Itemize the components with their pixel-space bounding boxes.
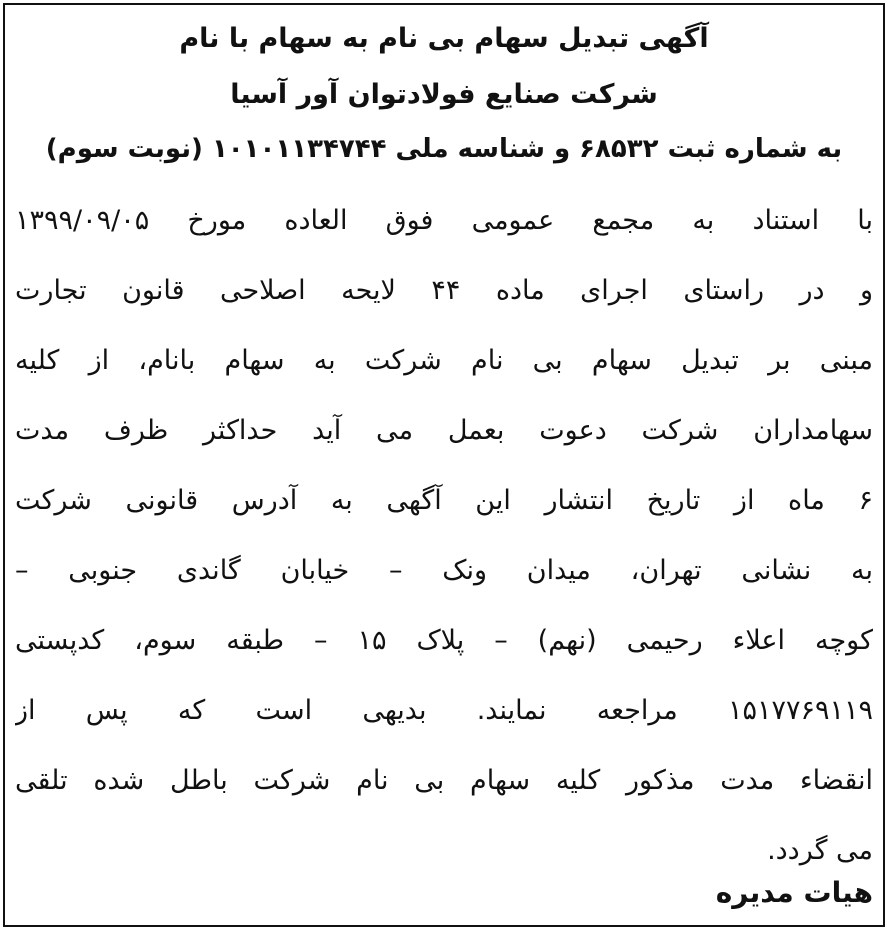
body-line: می گردد. (767, 835, 873, 866)
body-line: با استناد به مجمع عمومی فوق العاده مورخ ۱۳۹۹/۰۹/۰۵ (15, 205, 873, 236)
body-line: انقضاء مدت مذکور کلیه سهام بی نام شرکت باطل شده تلقی (15, 765, 873, 796)
registration-info: به شماره ثبت ۶۸۵۳۲ و شناسه ملی ۱۰۱۰۱۱۳۴۷۴۴ (نوبت سوم) (45, 134, 843, 164)
body-line: سهامداران شرکت دعوت بعمل می آید حداکثر ظرف مدت (15, 415, 873, 446)
body-line: مبنی بر تبدیل سهام بی نام شرکت به سهام بانام، از کلیه (15, 345, 873, 376)
body-line: به نشانی تهران، میدان ونک – خیابان گاندی جنوبی – (15, 555, 873, 586)
body-line: ۶ ماه از تاریخ انتشار این آگهی به آدرس قانونی شرکت (15, 485, 873, 516)
notice-body (15, 201, 873, 901)
signature: هیات مدیره (715, 876, 873, 909)
body-line: و در راستای اجرای ماده ۴۴ لایحه اصلاحی قانون تجارت (15, 275, 873, 306)
body-line: کوچه اعلاء رحیمی (نهم) – پلاک ۱۵ – طبقه سوم، کدپستی (15, 625, 873, 656)
notice-title: آگهی تبدیل سهام بی نام به سهام با نام (179, 23, 709, 54)
legal-notice (3, 3, 885, 927)
company-name: شرکت صنایع فولادتوان آور آسیا (230, 79, 658, 110)
body-line: ۱۵۱۷۷۶۹۱۱۹ مراجعه نمایند. بدیهی است که پس از (15, 695, 873, 726)
